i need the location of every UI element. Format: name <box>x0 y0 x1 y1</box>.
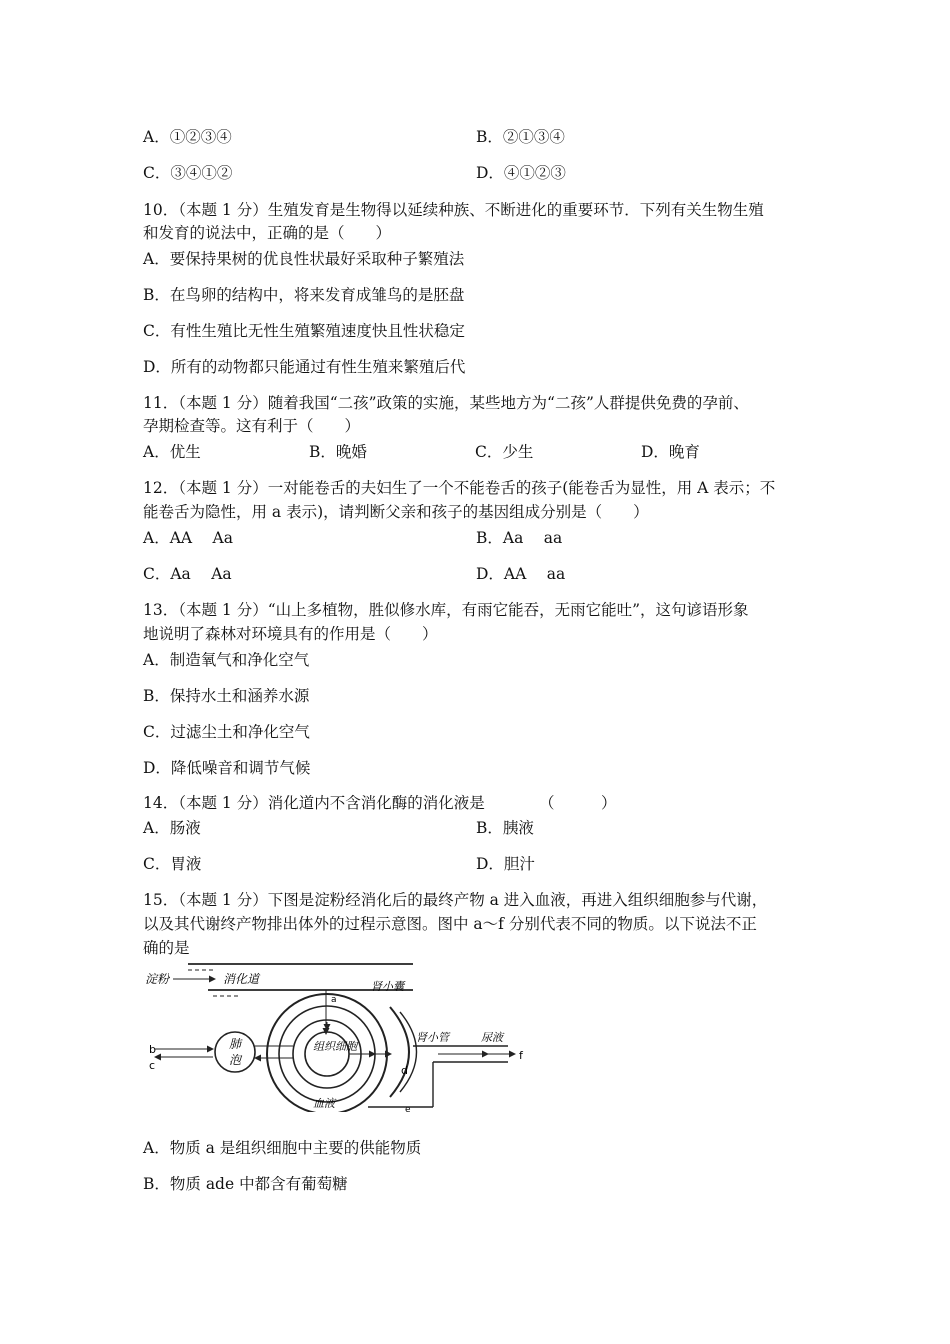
q13-option-b: B．保持水土和涵养水源 <box>143 687 310 705</box>
c-label: c <box>149 1059 156 1072</box>
q13-option-c: C．过滤尘土和净化空气 <box>143 723 310 741</box>
q10-stem-line2: 和发育的说法中，正确的是（ ） <box>143 224 392 242</box>
q11-option-b: B．晚婚 <box>309 443 367 461</box>
tissue-cell-label: 组织细胞 <box>313 1040 357 1053</box>
q15-stem-line3: 确的是 <box>143 939 190 957</box>
q10-option-b: B．在鸟卵的结构中，将来发育成雏鸟的是胚盘 <box>143 286 465 304</box>
tissue-cell <box>305 1032 349 1076</box>
q11-options <box>143 441 807 463</box>
q11-option-a: A．优生 <box>143 443 201 461</box>
q9-option-c: C．③④①② <box>143 164 233 182</box>
blood-circle-outer <box>267 994 387 1112</box>
q13-stem-line1: 13．（本题 1 分）“山上多植物，胜似修水库，有雨它能吞，无雨它能吐”，这句谚语形象 <box>143 601 749 619</box>
metabolism-diagram <box>143 962 543 1112</box>
q10-option-a: A．要保持果树的优良性状最好采取种子繁殖法 <box>143 250 465 268</box>
q11-option-c: C．少生 <box>475 443 534 461</box>
q14-option-b: B．胰液 <box>476 819 534 837</box>
a-label: a <box>331 995 337 1005</box>
q15-option-a: A．物质 a 是组织细胞中主要的供能物质 <box>143 1139 422 1157</box>
urine-label: 尿液 <box>481 1031 503 1044</box>
q12-option-a: A．AA Aa <box>143 529 233 547</box>
q13-option-d: D．降低噪音和调节气候 <box>143 759 311 777</box>
q9-option-a: A．①②③④ <box>143 128 232 146</box>
q9-option-d: D．④①②③ <box>476 164 566 182</box>
q11-option-d: D．晚育 <box>641 443 700 461</box>
q15-stem-line2: 以及其代谢终产物排出体外的过程示意图。图中 a～f 分别代表不同的物质。以下说法不正 <box>143 915 757 933</box>
tubule-label: 肾小管 <box>416 1031 449 1044</box>
q12-stem-line1: 12．（本题 1 分）一对能卷舌的夫妇生了一个不能卷舌的孩子(能卷舌为显性，用 A 表示；不 <box>143 479 776 497</box>
q12-option-c: C．Aa Aa <box>143 565 232 583</box>
q15-option-b: B．物质 ade 中都含有葡萄糖 <box>143 1175 348 1193</box>
f-label: f <box>519 1049 523 1062</box>
alveolus-label-2: 泡 <box>229 1053 242 1067</box>
q11-stem-line2: 孕期检查等。这有利于（ ） <box>143 417 361 435</box>
q12-option-d: D．AA aa <box>476 565 566 583</box>
q13-option-a: A．制造氧气和净化空气 <box>143 651 310 669</box>
q12-option-b: B．Aa aa <box>476 529 563 547</box>
q14-option-d: D．胆汁 <box>476 855 535 873</box>
q10-stem-line1: 10．（本题 1 分）生殖发育是生物得以延续种族、不断进化的重要环节．下列有关生物生殖 <box>143 201 764 219</box>
blood-label: 血液 <box>313 1097 335 1110</box>
e-label: e <box>405 1105 411 1112</box>
b-label: b <box>149 1043 156 1056</box>
q14-option-a: A．肠液 <box>143 819 201 837</box>
q10-option-d: D．所有的动物都只能通过有性生殖来繁殖后代 <box>143 358 466 376</box>
d-label: d <box>401 1064 408 1077</box>
alveolus-label-1: 肺 <box>229 1037 242 1051</box>
q14-option-c: C．胃液 <box>143 855 202 873</box>
q10-option-c: C．有性生殖比无性生殖繁殖速度快且性状稳定 <box>143 322 465 340</box>
q13-stem-line2: 地说明了森林对环境具有的作用是（ ） <box>143 625 438 643</box>
kidney-capsule-label: 肾小囊 <box>371 980 404 993</box>
q15-stem-line1: 15．（本题 1 分）下图是淀粉经消化后的最终产物 a 进入血液，再进入组织细胞参与代谢， <box>143 891 768 909</box>
starch-label: 淀粉 <box>145 972 170 986</box>
q11-stem-line1: 11．（本题 1 分）随着我国“二孩”政策的实施，某些地方为“二孩”人群提供免费的孕前、 <box>143 394 749 412</box>
q14-stem: 14．（本题 1 分）消化道内不含消化酶的消化液是 （ ） <box>143 794 617 812</box>
q12-stem-line2: 能卷舌为隐性，用 a 表示)，请判断父亲和孩子的基因组成分别是（ ） <box>143 503 649 521</box>
digestive-tract-label: 消化道 <box>223 972 260 986</box>
q9-option-b: B．②①③④ <box>476 128 565 146</box>
